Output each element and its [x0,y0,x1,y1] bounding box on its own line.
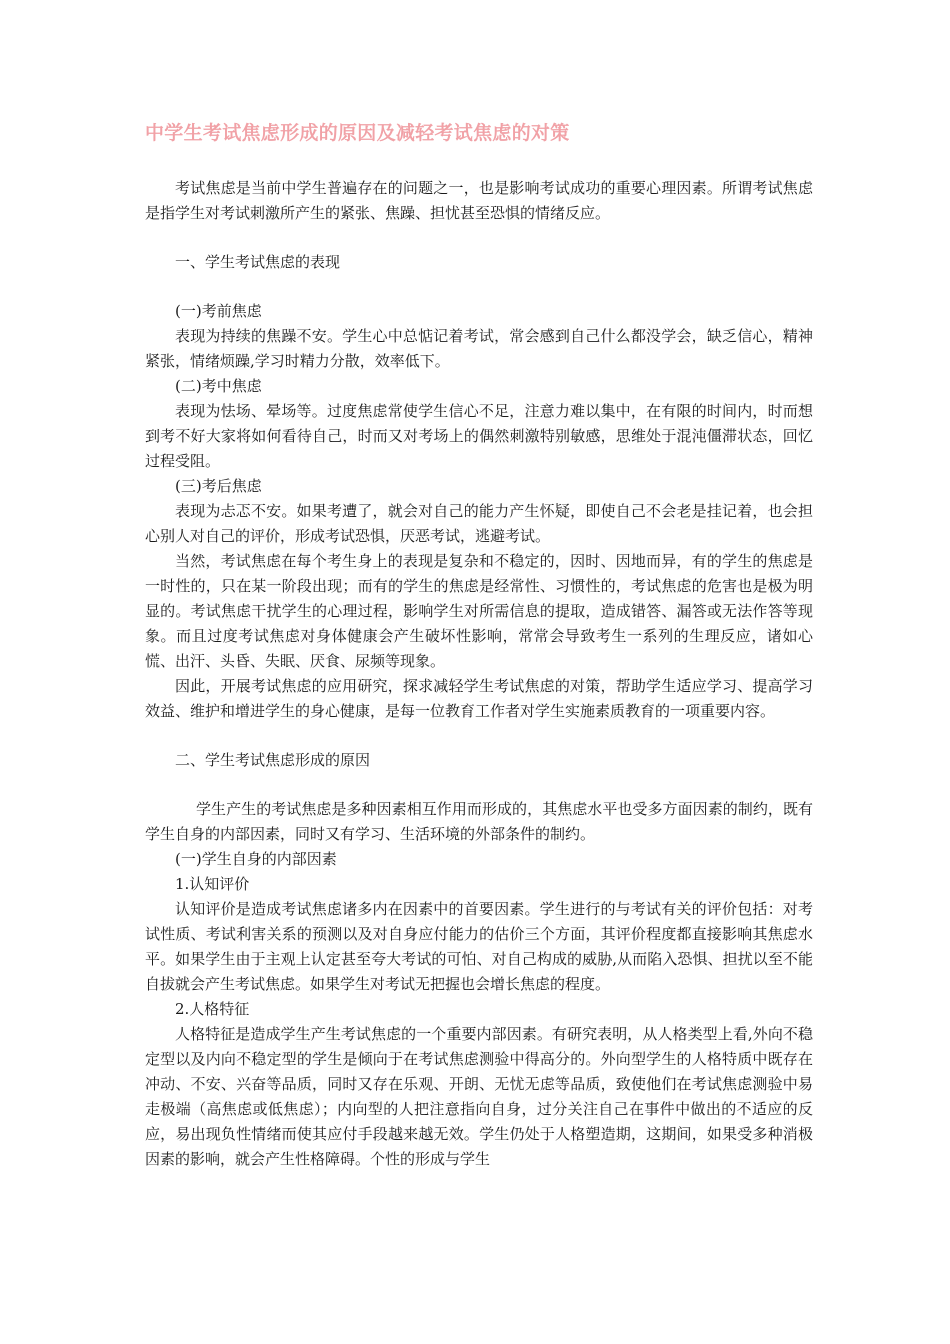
intro-paragraph: 考试焦虑是当前中学生普遍存在的问题之一，也是影响考试成功的重要心理因素。所谓考试焦虑是指学生对考试刺激所产生的紧张、焦躁、担忧甚至恐惧的情绪反应。 [145,179,813,222]
section2-item1-heading: 1.认知评价 [175,875,250,893]
section1-sub1-text: 表现为持续的焦躁不安。学生心中总惦记着考试，常会感到自己什么都没学会，缺乏信心，精神紧张，情绪烦躁,学习时精力分散，效率低下。 [145,327,813,370]
section2-item1-text: 认知评价是造成考试焦虑诸多内在因素中的首要因素。学生进行的与考试有关的评价包括：对考试性质、考试利害关系的预测以及对自身应付能力的估价三个方面，其评价程度都直接影响其焦虑水平。如果学生由于主观上认定甚至夸大考试的可怕、对自己构成的威胁,从而陷入恐惧、担扰以至不能自拔就会产生考试焦虑。如果学生对考试无把握也会增长焦虑的程度。 [145,900,813,993]
section2-sub1-heading: (一)学生自身的内部因素 [175,850,337,868]
section2-heading: 二、学生考试焦虑形成的原因 [175,751,371,769]
section1-sub2-heading: (二)考中焦虑 [175,377,262,395]
section2-intro: 学生产生的考试焦虑是多种因素相互作用而形成的，其焦虑水平也受多方面因素的制约，既有学生自身的内部因素，同时又有学习、生活环境的外部条件的制约。 [145,800,813,843]
document-content [145,118,813,1172]
section1-paragraph-5: 因此，开展考试焦虑的应用研究，探求减轻学生考试焦虑的对策，帮助学生适应学习、提高学习效益、维护和增进学生的身心健康，是每一位教育工作者对学生实施素质教育的一项重要内容。 [145,677,813,720]
section1-heading: 一、学生考试焦虑的表现 [175,253,341,271]
section1-sub2-text: 表现为怯场、晕场等。过度焦虑常使学生信心不足，注意力难以集中，在有限的时间内，时而想到考不好大家将如何看待自己，时而又对考场上的偶然刺激特别敏感，思维处于混沌僵滞状态，回忆过程受阻。 [145,402,813,470]
section1-sub3-heading: (三)考后焦虑 [175,477,262,495]
section1-sub3-text: 表现为忐忑不安。如果考遭了，就会对自己的能力产生怀疑，即使自己不会老是挂记着，也会担心别人对自己的评价，形成考试恐惧，厌恶考试，逃避考试。 [145,502,813,545]
section2-item2-text: 人格特征是造成学生产生考试焦虑的一个重要内部因素。有研究表明，从人格类型上看,外向不稳定型以及内向不稳定型的学生是倾向于在考试焦虑测验中得高分的。外向型学生的人格特质中既存在冲动、不安、兴奋等品质，同时又存在乐观、开朗、无忧无虑等品质，致使他们在考试焦虑测验中易走极端（高焦虑或低焦虑）；内向型的人把注意指向自身，过分关注自己在事件中做出的不适应的反应，易出现负性情绪而使其应付手段越来越无效。学生仍处于人格塑造期，这期间，如果受多种消极因素的影响，就会产生性格障碍。个性的形成与学生 [145,1025,813,1168]
section1-sub1-heading: (一)考前焦虑 [175,302,262,320]
section1-paragraph-4: 当然，考试焦虑在每个考生身上的表现是复杂和不稳定的，因时、因地而异，有的学生的焦虑是一时性的，只在某一阶段出现；而有的学生的焦虑是经常性、习惯性的，考试焦虑的危害也是极为明显的。考试焦虑干扰学生的心理过程，影响学生对所需信息的提取，造成错答、漏答或无法作答等现象。而且过度考试焦虑对身体健康会产生破坏性影响，常常会导致考生一系列的生理反应，诸如心慌、出汗、头昏、失眠、厌食、尿频等现象。 [145,552,813,670]
section2-item2-heading: 2.人格特征 [175,1000,250,1018]
document-title: 中学生考试焦虑形成的原因及减轻考试焦虑的对策 [145,122,570,144]
